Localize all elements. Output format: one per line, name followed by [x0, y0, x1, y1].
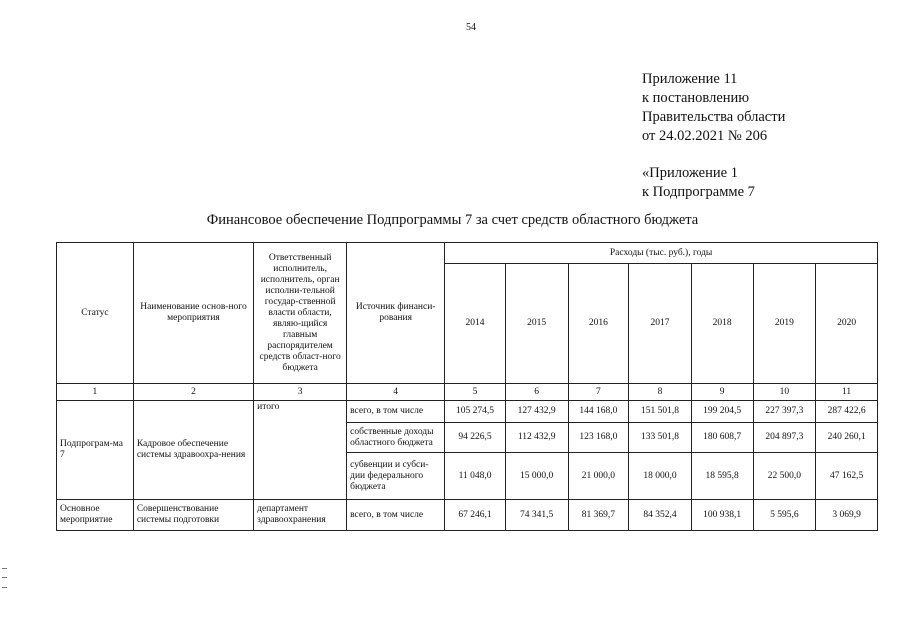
- table-cell: 3 069,9: [816, 500, 878, 531]
- appendix-line: Правительства области: [642, 109, 786, 125]
- table-cell: 22 500,0: [753, 453, 816, 500]
- margin-mark: [2, 568, 7, 588]
- row-responsible: итого: [254, 401, 347, 500]
- row-source: всего, в том числе: [347, 401, 445, 423]
- table-cell: 67 246,1: [445, 500, 506, 531]
- header-year: 2017: [629, 264, 692, 384]
- column-number: 1: [57, 384, 134, 401]
- header-row: [57, 243, 878, 264]
- column-number: 4: [347, 384, 445, 401]
- table-cell: 204 897,3: [753, 423, 816, 453]
- table-cell: 112 432,9: [505, 423, 568, 453]
- table-cell: 240 260,1: [816, 423, 878, 453]
- table-cell: 180 608,7: [691, 423, 753, 453]
- table-cell: 74 341,5: [505, 500, 568, 531]
- header-source: Источник финанси-рования: [347, 243, 445, 384]
- column-number: 8: [629, 384, 692, 401]
- appendix-line: Приложение 11: [642, 71, 738, 87]
- row-status: Подпрограм-ма 7: [57, 401, 134, 500]
- table-cell: 94 226,5: [445, 423, 506, 453]
- table-cell: 18 595,8: [691, 453, 753, 500]
- appendix-line: «Приложение 1: [642, 165, 738, 181]
- row-status: Основное мероприятие: [57, 500, 134, 531]
- header-expenses: Расходы (тыс. руб.), годы: [445, 243, 878, 264]
- header-year: 2018: [691, 264, 753, 384]
- column-number: 10: [753, 384, 816, 401]
- row-source: собственные доходы областного бюджета: [347, 423, 445, 453]
- column-number: 3: [254, 384, 347, 401]
- header-responsible: Ответственный исполнитель, исполнитель, орган исполни-тельной государ-ственной власти области, являю-щийся главным распорядителем средств област-ного бюджета: [254, 243, 347, 384]
- table-cell: 47 162,5: [816, 453, 878, 500]
- row-name: Кадровое обеспечение системы здравоохра-нения: [133, 401, 253, 500]
- appendix-gap: [642, 146, 785, 164]
- table-cell: 100 938,1: [691, 500, 753, 531]
- appendix-line: к постановлению: [642, 90, 750, 106]
- header-year: 2014: [445, 264, 506, 384]
- row-responsible: департамент здравоохранения: [254, 500, 347, 531]
- table-cell: 287 422,6: [816, 401, 878, 423]
- table-cell: 227 397,3: [753, 401, 816, 423]
- appendix-line: от 24.02.2021 № 206: [642, 128, 768, 144]
- table-cell: 127 432,9: [505, 401, 568, 423]
- table-cell: 84 352,4: [629, 500, 692, 531]
- header-name: Наименование основ-ного мероприятия: [133, 243, 253, 384]
- column-number: 11: [816, 384, 878, 401]
- table-cell: 18 000,0: [629, 453, 692, 500]
- document-title: Финансовое обеспечение Подпрограммы 7 за счет средств областного бюджета: [206, 212, 699, 228]
- column-number: 9: [691, 384, 753, 401]
- header-status: Статус: [57, 243, 134, 384]
- page-number: 54: [466, 22, 476, 33]
- column-number: 7: [568, 384, 629, 401]
- table-cell: 81 369,7: [568, 500, 629, 531]
- table-row: [57, 401, 878, 423]
- table-cell: 15 000,0: [505, 453, 568, 500]
- table-cell: 5 595,6: [753, 500, 816, 531]
- table-cell: 151 501,8: [629, 401, 692, 423]
- column-number: 5: [445, 384, 506, 401]
- row-source: субвенции и субси-дии федерального бюджета: [347, 453, 445, 500]
- table-cell: 133 501,8: [629, 423, 692, 453]
- table-cell: 11 048,0: [445, 453, 506, 500]
- column-number: 6: [505, 384, 568, 401]
- header-year: 2016: [568, 264, 629, 384]
- header-year: 2015: [505, 264, 568, 384]
- row-name: Совершенствование системы подготовки: [133, 500, 253, 531]
- row-source: всего, в том числе: [347, 500, 445, 531]
- table-cell: 144 168,0: [568, 401, 629, 423]
- financing-table: [56, 242, 878, 531]
- table-cell: 105 274,5: [445, 401, 506, 423]
- header-year: 2020: [816, 264, 878, 384]
- appendix-line: к Подпрограмме 7: [642, 184, 755, 200]
- table-cell: 21 000,0: [568, 453, 629, 500]
- column-number-row: [57, 384, 878, 401]
- header-year: 2019: [753, 264, 816, 384]
- table-cell: 199 204,5: [691, 401, 753, 423]
- table-cell: 123 168,0: [568, 423, 629, 453]
- appendix-note: [642, 70, 785, 202]
- column-number: 2: [133, 384, 253, 401]
- table-row: [57, 500, 878, 531]
